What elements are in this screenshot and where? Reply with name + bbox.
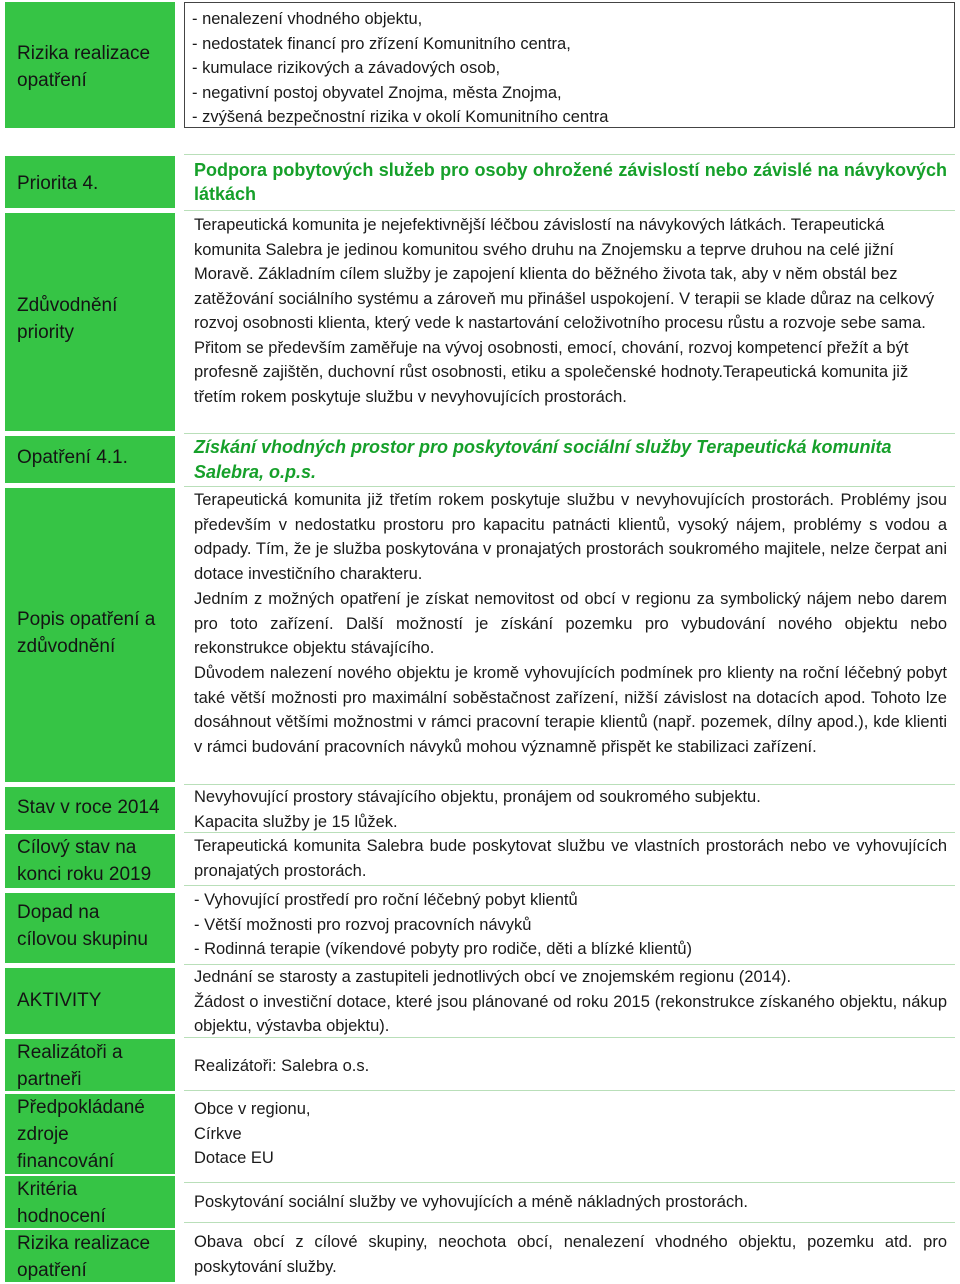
top-label-cell	[5, 2, 175, 128]
top-risk-item: - negativní postoj obyvatel Znojma, města Znojma,	[192, 83, 562, 102]
activity-line: Jednání se starosty a zastupiteli jednotlivých obcí ve znojemském regionu (2014).	[194, 968, 792, 986]
impact-list	[194, 888, 947, 962]
row-divider	[184, 154, 955, 155]
label-opatreni-cell	[5, 436, 175, 483]
impact-item: - Vyhovující prostředí pro roční léčebný pobyt klientů	[194, 891, 578, 909]
funding-item: Dotace EU	[194, 1149, 274, 1167]
activity-line: Žádost o investiční dotace, které jsou plánované od roku 2015 (rekonstrukce získaného objektu, nákup objektu, výstavba objektu).	[194, 992, 947, 1035]
top-risk-item: - nenalezení vhodného objektu,	[192, 10, 423, 28]
label-zdroje: Předpokládané zdroje financování	[17, 1097, 145, 1172]
description-paragraph: Terapeutická komunita již třetím rokem poskytuje službu v nevyhovujících prostorách. Problémy jsou především v nedostatku prostoru pro kapacitu patnácti klientů, vysoký nájem, problémy s vodou a odpady. Tím, že je služba poskytována v pronajatých prostorách soukromého majitele, nelze čerpat ani dotace investičního charakteru.	[194, 491, 947, 583]
label-kriteria-cell	[5, 1176, 175, 1228]
top-risks-label: Rizika realizace opatření	[17, 43, 151, 91]
row-divider	[184, 1222, 955, 1223]
description-paragraph: Důvodem nalezení nového objektu je kromě vyhovujících podmínek pro klienty na roční léčebný pobyt také větší možnosti pro maximální soběstačnost zařízení, nižší závislost na dotacích apod. Tohoto lze dosáhnout většími možnostmi v rámci pracovní terapie klientů (např. pozemek, dílny apod.), kde klienti v rámci budování pracovních návyků mohou významně přispět ke stabilizaci zařízení.	[194, 664, 947, 756]
evaluation-criteria: Poskytování sociální služby ve vyhovujících a méně nákladných prostorách.	[194, 1193, 748, 1211]
state-2014	[194, 785, 947, 834]
priority-title: Podpora pobytových služeb pro osoby ohrožené závislostí nebo závislé na návykových látkách	[194, 160, 947, 204]
label-dopad-cell	[5, 893, 175, 963]
funding-sources	[194, 1097, 947, 1171]
label-cilovy-stav: Cílový stav na konci roku 2019	[17, 837, 152, 885]
top-risk-item: - kumulace rizikových a závadových osob,	[192, 59, 501, 77]
description-paragraph: Jedním z možných opatření je získat nemovitost od obcí v regionu za symbolický nájem nebo darem pro toto zařízení. Další možností je získání pozemku pro vybudování nového objektu nebo rekonstrukce objektu stávajícího.	[194, 590, 947, 657]
implementers: Realizátoři: Salebra o.s.	[194, 1057, 370, 1075]
label-aktivity: AKTIVITY	[17, 990, 102, 1011]
impact-item: - Větší možnosti pro rozvoj pracovních návyků	[194, 915, 532, 934]
top-risks-cell	[184, 2, 955, 128]
row-divider	[184, 486, 955, 487]
label-dopad: Dopad na cílovou skupinu	[17, 902, 148, 950]
state-2014-line: Nevyhovující prostory stávajícího objektu, pronájem od soukromého subjektu.	[194, 788, 761, 806]
impact-item: - Rodinná terapie (víkendové pobyty pro rodiče, děti a blízké klientů)	[194, 940, 693, 958]
label-kriteria: Kritéria hodnocení	[17, 1179, 106, 1227]
label-cilovy-cell	[5, 834, 175, 888]
label-zdroje-cell	[5, 1094, 175, 1174]
label-rizika: Rizika realizace opatření	[17, 1233, 151, 1281]
row-divider	[184, 433, 955, 434]
target-state: Terapeutická komunita Salebra bude poskytovat službu ve vlastních prostorách nebo ve vyhovujících pronajatých prostorách.	[194, 837, 947, 880]
label-popis: Popis opatření a zdůvodnění	[17, 609, 156, 657]
label-rizika-cell	[5, 1230, 175, 1282]
label-realizatori-cell	[5, 1039, 175, 1091]
label-priorita: Priorita 4.	[17, 173, 99, 194]
row-divider	[184, 1182, 955, 1183]
measure-title: Získání vhodných prostor pro poskytování sociální služby Terapeutická komunita Salebra, o.p.s.	[194, 437, 892, 482]
activities	[194, 965, 947, 1039]
priority-justification: Terapeutická komunita je nejefektivnější léčbou závislostí na návykových látkách. Terapeutická komunita Salebra je jedinou komunitou svého druhu na Znojemsku a teprve druhou na celé jižní Moravě. Základním cílem služby je zapojení klienta do běžného života tak, aby v něm obstál bez zatěžování sociálního systému a zároveň mu přinášel uspokojení. V terapii se klade důraz na celkový rozvoj osobnosti klienta, který vede k nastartování celoživotního procesu růstu a rozvoje sebe sama. Přitom se především zaměřuje na vývoj osobnosti, emocí, chování, rozvoj kompetencí přežít a být profesně zajištěn, duchovní růst osobnosti, etiku a společenské hodnoty.Terapeutická komunita již třetím rokem poskytuje službu v nevyhovujících prostorách.	[194, 216, 935, 406]
funding-item: Obce v regionu,	[194, 1100, 311, 1118]
label-zduvodneni: Zdůvodnění priority	[17, 295, 118, 343]
label-priorita-cell	[5, 156, 175, 208]
label-popis-cell	[5, 488, 175, 782]
label-zduvodneni-cell	[5, 213, 175, 431]
top-risk-item: - nedostatek financí pro zřízení Komunitního centra,	[192, 34, 571, 53]
label-stav-2014: Stav v roce 2014	[17, 797, 160, 818]
label-stav-cell	[5, 787, 175, 830]
row-divider	[184, 885, 955, 886]
row-divider	[184, 1090, 955, 1091]
label-realizatori: Realizátoři a partneři	[17, 1042, 123, 1090]
label-opatreni: Opatření 4.1.	[17, 447, 128, 468]
top-risk-item: - zvýšená bezpečnostní rizika v okolí Komunitního centra	[192, 108, 609, 126]
funding-item: Církve	[194, 1124, 242, 1143]
implementation-risks: Obava obcí z cílové skupiny, neochota obcí, nenalezení vhodného objektu, pozemku atd. pro poskytování služby.	[194, 1233, 947, 1276]
row-divider	[184, 210, 955, 211]
label-aktivity-cell	[5, 968, 175, 1034]
state-2014-line: Kapacita služby je 15 lůžek.	[194, 812, 398, 831]
